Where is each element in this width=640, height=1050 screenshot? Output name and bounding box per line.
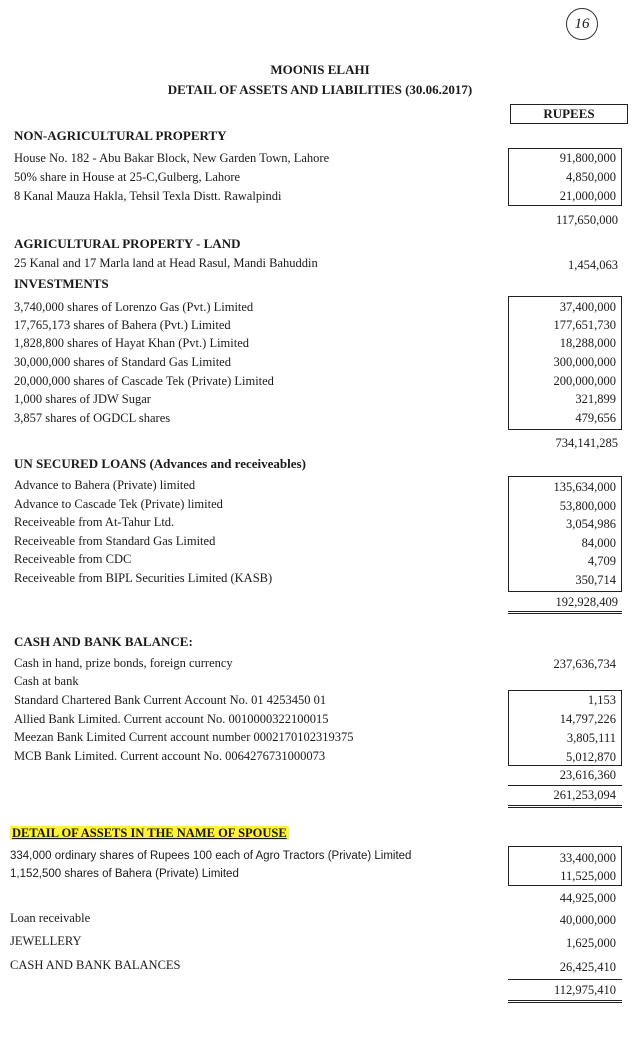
- loans-heading: UN SECURED LOANS (Advances and receiveables): [14, 456, 306, 471]
- agri-item-value: 1,454,063: [568, 258, 618, 272]
- investments-total: 734,141,285: [555, 436, 618, 450]
- bank-account-value: 3,805,111: [566, 731, 616, 745]
- non-agri-heading: NON-AGRICULTURAL PROPERTY: [14, 128, 227, 143]
- bank-account-value: 1,153: [587, 693, 616, 707]
- cash-in-hand-value: 237,636,734: [553, 657, 616, 671]
- spouse-heading-text: DETAIL OF ASSETS IN THE NAME OF SPOUSE: [12, 826, 287, 840]
- cash-total: 261,253,094: [553, 788, 616, 802]
- non-agri-item-label: 50% share in House at 25-C,Gulberg, Lahore: [14, 170, 241, 184]
- spouse-shares-total: 44,925,000: [559, 891, 616, 905]
- spouse-share-label: 1,152,500 shares of Bahera (Private) Limited: [10, 868, 239, 880]
- agri-item-label: 25 Kanal and 17 Marla land at Head Rasul, Mandi Bahuddin: [14, 256, 318, 270]
- loans-total-double-rule: [508, 611, 622, 614]
- loan-item-label: Receiveable from BIPL Securities Limited (KASB): [14, 571, 273, 585]
- loan-item-value: 350,714: [575, 573, 616, 587]
- loan-item-value: 53,800,000: [559, 499, 616, 513]
- cash-at-bank-label: Cash at bank: [14, 674, 79, 688]
- loan-item-label: Receiveable from Standard Gas Limited: [14, 534, 216, 548]
- loan-item-label: Receiveable from CDC: [14, 552, 132, 566]
- non-agri-item-value: 91,800,000: [559, 151, 616, 165]
- non-agri-item-value: 21,000,000: [559, 189, 616, 203]
- bank-total-rule: [508, 785, 622, 786]
- cash-heading: CASH AND BANK BALANCE:: [14, 634, 193, 649]
- investment-item-label: 1,000 shares of JDW Sugar: [14, 392, 151, 406]
- investment-item-value: 37,400,000: [559, 300, 616, 314]
- cash-total-double-rule: [508, 805, 622, 808]
- loan-item-label: Advance to Bahera (Private) limited: [14, 478, 196, 492]
- loans-total: 192,928,409: [555, 595, 618, 609]
- investments-heading: INVESTMENTS: [14, 276, 109, 291]
- loan-item-value: 135,634,000: [553, 480, 616, 494]
- investment-item-value: 200,000,000: [553, 374, 616, 388]
- bank-account-label: Allied Bank Limited. Current account No. 0010000322100015: [14, 712, 329, 726]
- bank-account-label: MCB Bank Limited. Current account No. 0064276731000073: [14, 749, 326, 763]
- non-agri-item-value: 4,850,000: [566, 170, 616, 184]
- page-number-mark: 16: [566, 8, 598, 40]
- bank-account-label: Meezan Bank Limited Current account number 0002170102319375: [14, 730, 354, 744]
- non-agri-total: 117,650,000: [555, 213, 618, 227]
- spouse-cash-value: 26,425,410: [559, 960, 616, 974]
- spouse-total-rule: [508, 979, 622, 980]
- loan-item-value: 84,000: [581, 536, 616, 550]
- investment-item-value: 18,288,000: [559, 336, 616, 350]
- spouse-loan-label: Loan receivable: [10, 911, 91, 925]
- spouse-share-label: 334,000 ordinary shares of Rupees 100 each of Agro Tractors (Private) Limited: [10, 850, 412, 862]
- investment-item-label: 30,000,000 shares of Standard Gas Limited: [14, 355, 231, 369]
- investment-item-label: 17,765,173 shares of Bahera (Pvt.) Limited: [14, 318, 231, 332]
- spouse-total: 112,975,410: [553, 983, 616, 997]
- investment-item-label: 3,857 shares of OGDCL shares: [14, 411, 171, 425]
- investment-item-value: 300,000,000: [553, 355, 616, 369]
- investment-item-label: 1,828,800 shares of Hayat Khan (Pvt.) Limited: [14, 336, 250, 350]
- agri-heading: AGRICULTURAL PROPERTY - LAND: [14, 236, 241, 251]
- spouse-heading: [10, 826, 289, 841]
- loan-item-value: 4,709: [587, 554, 616, 568]
- investment-item-value: 321,899: [575, 392, 616, 406]
- investment-item-label: 3,740,000 shares of Lorenzo Gas (Pvt.) Limited: [14, 300, 254, 314]
- spouse-jewellery-label: JEWELLERY: [10, 934, 82, 948]
- spouse-jewellery-value: 1,625,000: [566, 936, 616, 950]
- loan-item-value: 3,054,986: [566, 517, 616, 531]
- loan-item-label: Advance to Cascade Tek (Private) limited: [14, 497, 223, 511]
- investment-item-value: 479,656: [575, 411, 616, 425]
- investment-item-label: 20,000,000 shares of Cascade Tek (Private) Limited: [14, 374, 274, 388]
- spouse-share-value: 33,400,000: [559, 851, 616, 865]
- document-title: MOONIS ELAHI: [270, 62, 370, 77]
- currency-header: RUPEES: [543, 106, 595, 121]
- loan-item-label: Receiveable from At-Tahur Ltd.: [14, 515, 175, 529]
- bank-account-label: Standard Chartered Bank Current Account No. 01 4253450 01: [14, 693, 327, 707]
- spouse-loan-value: 40,000,000: [559, 913, 616, 927]
- non-agri-item-label: 8 Kanal Mauza Hakla, Tehsil Texla Distt. Rawalpindi: [14, 189, 282, 203]
- spouse-total-double-rule: [508, 1000, 622, 1003]
- bank-account-value: 5,012,870: [566, 750, 616, 764]
- non-agri-item-label: House No. 182 - Abu Bakar Block, New Garden Town, Lahore: [14, 151, 330, 165]
- spouse-share-value: 11,525,000: [560, 869, 616, 883]
- cash-in-hand-label: Cash in hand, prize bonds, foreign currency: [14, 656, 233, 670]
- bank-total: 23,616,360: [559, 768, 616, 782]
- spouse-cash-label: CASH AND BANK BALANCES: [10, 958, 181, 972]
- document-subtitle: DETAIL OF ASSETS AND LIABILITIES (30.06.2017): [167, 82, 473, 97]
- investment-item-value: 177,651,730: [553, 318, 616, 332]
- bank-account-value: 14,797,226: [559, 712, 616, 726]
